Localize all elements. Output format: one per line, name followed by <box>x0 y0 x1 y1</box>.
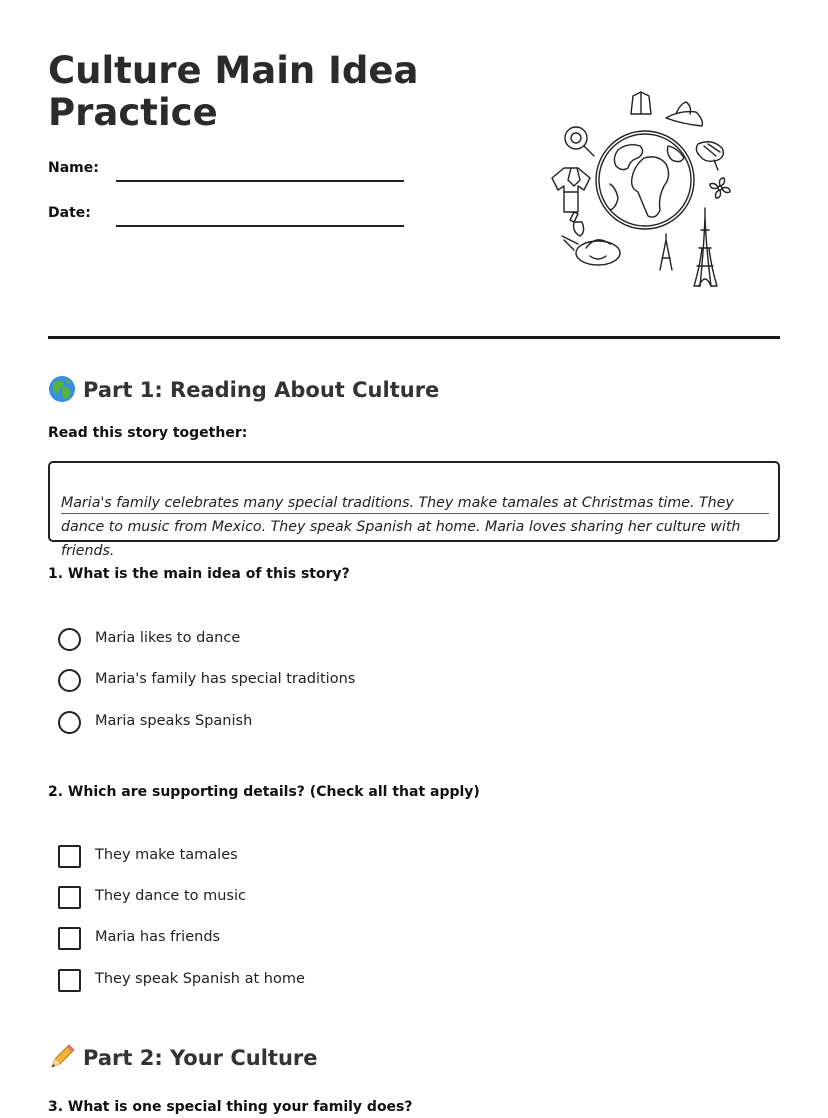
q2-option-1[interactable] <box>58 845 558 869</box>
story-underline <box>61 513 769 514</box>
radio-button[interactable] <box>58 628 81 651</box>
header-divider <box>48 336 780 339</box>
checkbox[interactable] <box>58 969 81 992</box>
story-box <box>48 461 780 559</box>
q2-option-2[interactable] <box>58 886 558 910</box>
scarf-drawing <box>696 142 723 170</box>
q2-option-4-label: They speak Spanish at home <box>95 971 305 987</box>
hat-drawing <box>666 102 702 126</box>
date-label: Date: <box>48 205 91 221</box>
name-line[interactable] <box>116 180 404 182</box>
sombrero-drawing <box>576 240 620 265</box>
checkbox[interactable] <box>58 845 81 868</box>
world-culture-illustration <box>548 88 748 293</box>
q2-option-3-label: Maria has friends <box>95 929 221 945</box>
small-tower-drawing <box>660 234 672 270</box>
globe-icon <box>48 375 76 403</box>
part1-heading-text: Part 1: Reading About Culture <box>83 378 440 402</box>
eiffel-tower-drawing <box>694 208 717 286</box>
globe-drawing <box>596 131 694 229</box>
flower-drawing <box>710 178 730 198</box>
name-label: Name: <box>48 160 99 176</box>
q1-option-3-label: Maria speaks Spanish <box>95 713 253 729</box>
checkbox[interactable] <box>58 927 81 950</box>
date-line[interactable] <box>116 225 404 227</box>
q2-option-3[interactable] <box>58 927 558 951</box>
q1-option-3[interactable] <box>58 711 558 735</box>
q1-option-2[interactable] <box>58 669 558 693</box>
part2-heading-text: Part 2: Your Culture <box>83 1046 318 1070</box>
name-field[interactable] <box>48 160 408 190</box>
radio-button[interactable] <box>58 711 81 734</box>
story-text: Maria's family celebrates many special traditions. They make tamales at Christmas time. They dance to music from Mexico. They speak Spanish at home. Maria loves sharing her culture with friends. <box>61 495 741 559</box>
part2-heading <box>48 1043 318 1072</box>
radio-button[interactable] <box>58 669 81 692</box>
medallion-drawing <box>565 127 594 156</box>
worksheet-title: Culture Main Idea Practice <box>48 49 419 134</box>
q1-option-1[interactable] <box>58 628 558 652</box>
robe-drawing <box>631 92 651 114</box>
date-field[interactable] <box>48 205 408 235</box>
q1-option-1-label: Maria likes to dance <box>95 630 241 646</box>
q2-option-2-label: They dance to music <box>95 888 246 904</box>
pencil-icon <box>48 1043 76 1071</box>
q1-option-2-label: Maria's family has special traditions <box>95 671 356 687</box>
story-instruction: Read this story together: <box>48 425 248 441</box>
question-1: 1. What is the main idea of this story? <box>48 566 350 582</box>
checkbox[interactable] <box>58 886 81 909</box>
q2-option-4[interactable] <box>58 969 558 993</box>
worksheet-page <box>48 0 780 1118</box>
question-3: 3. What is one special thing your family does? <box>48 1099 413 1115</box>
question-2: 2. Which are supporting details? (Check all that apply) <box>48 784 480 800</box>
q2-option-1-label: They make tamales <box>95 847 238 863</box>
part1-heading <box>48 375 439 404</box>
instrument-drawing <box>562 212 584 250</box>
kimono-drawing <box>552 168 590 212</box>
